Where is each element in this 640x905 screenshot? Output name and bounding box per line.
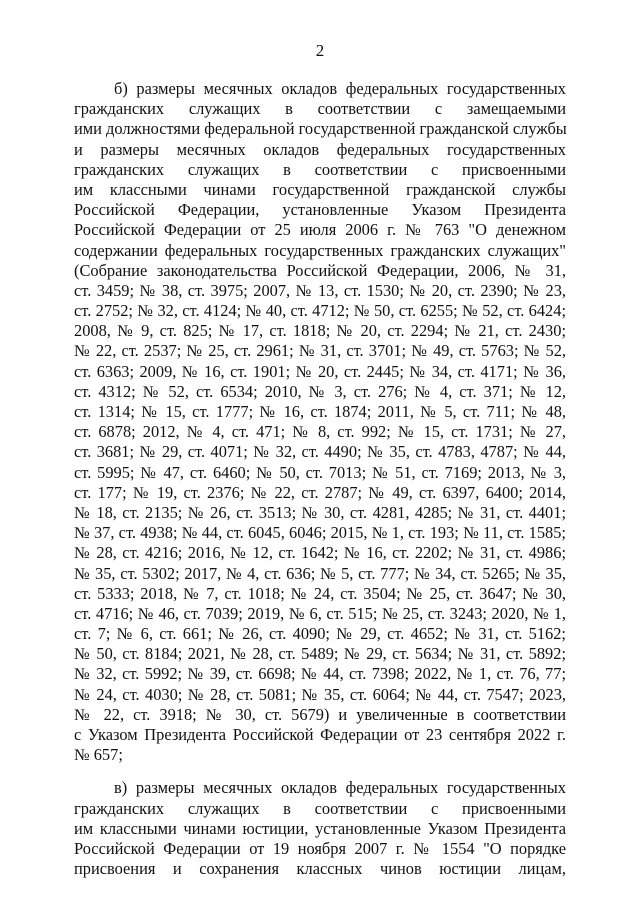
page-number: 2	[315, 41, 325, 60]
text-line: 2008, № 9, ст. 825; № 17, ст. 1818; № 20, ст. 2294; № 21, ст. 2430;	[74, 321, 566, 341]
text-line: и размеры месячных окладов федеральных государственных	[74, 139, 566, 159]
text-line: ими должностями федеральной государственной гражданской службы	[74, 119, 567, 139]
text-line: (Собрание законодательства Российской Федерации, 2006, № 31,	[74, 260, 566, 280]
text-line: им классными чинами юстиции, установленные Указом Президента	[74, 818, 566, 838]
text-line: № 24, ст. 4030; № 28, ст. 5081; № 35, ст. 6064; № 44, ст. 7547; 2023,	[74, 684, 566, 704]
text-line: Российской Федерации от 19 ноября 2007 г. № 1554 "О порядке	[74, 838, 566, 858]
text-line: гражданских служащих в соответствии с присвоенными	[74, 159, 566, 179]
text-line: ст. 177; № 19, ст. 2376; № 22, ст. 2787; № 49, ст. 6397, 6400; 2014,	[74, 482, 566, 502]
text-line: № 657;	[74, 745, 123, 765]
text-line: ст. 3681; № 29, ст. 4071; № 32, ст. 4490; № 35, ст. 4783, 4787; № 44,	[74, 442, 566, 462]
text-line: № 28, ст. 4216; 2016, № 12, ст. 1642; № 16, ст. 2202; № 31, ст. 4986;	[74, 543, 566, 563]
paragraph-gap	[74, 765, 566, 778]
text-line: № 50, ст. 8184; 2021, № 28, ст. 5489; № 29, ст. 5634; № 31, ст. 5892;	[74, 644, 566, 664]
text-line: в) размеры месячных окладов федеральных государственных	[114, 778, 566, 798]
paragraph-v	[74, 778, 566, 879]
text-line: № 18, ст. 2135; № 26, ст. 3513; № 30, ст. 4281, 4285; № 31, ст. 4401;	[74, 502, 566, 522]
text-line: Российской Федерации, установленные Указом Президента	[74, 200, 566, 220]
text-line: Российской Федерации от 25 июля 2006 г. № 763 "О денежном	[74, 220, 566, 240]
text-line: ст. 5333; 2018, № 7, ст. 1018; № 24, ст. 3504; № 25, ст. 3647; № 30,	[74, 583, 566, 603]
text-line: ст. 3459; № 38, ст. 3975; 2007, № 13, ст. 1530; № 20, ст. 2390; № 23,	[74, 280, 566, 300]
text-line: ст. 4716; № 46, ст. 7039; 2019, № 6, ст. 515; № 25, ст. 3243; 2020, № 1,	[74, 603, 566, 623]
text-line: № 22, ст. 3918; № 30, ст. 5679) и увеличенные в соответствии	[74, 704, 566, 724]
text-line: № 37, ст. 4938; № 44, ст. 6045, 6046; 2015, № 1, ст. 193; № 11, ст. 1585;	[74, 523, 566, 543]
text-line: гражданских служащих в соответствии с замещаемыми	[74, 99, 566, 119]
text-line: ст. 4312; № 52, ст. 6534; 2010, № 3, ст. 276; № 4, ст. 371; № 12,	[74, 381, 566, 401]
text-line: гражданских служащих в соответствии с присвоенными	[74, 798, 566, 818]
text-line: им классными чинами государственной гражданской службы	[74, 179, 566, 199]
document-body	[74, 79, 566, 879]
text-line: № 22, ст. 2537; № 25, ст. 2961; № 31, ст. 3701; № 49, ст. 5763; № 52,	[74, 341, 566, 361]
text-line: ст. 1314; № 15, ст. 1777; № 16, ст. 1874; 2011, № 5, ст. 711; № 48,	[74, 402, 566, 421]
text-line: ст. 2752; № 32, ст. 4124; № 40, ст. 4712; № 50, ст. 6255; № 52, ст. 6424;	[74, 301, 566, 321]
text-line: присвоения и сохранения классных чинов юстиции лицам,	[74, 859, 566, 879]
text-line: № 32, ст. 5992; № 39, ст. 6698; № 44, ст. 7398; 2022, № 1, ст. 76, 77;	[74, 664, 566, 684]
text-line: б) размеры месячных окладов федеральных государственных	[114, 79, 566, 98]
text-line: с Указом Президента Российской Федерации от 23 сентября 2022 г.	[74, 725, 566, 744]
text-line: № 35, ст. 5302; 2017, № 4, ст. 636; № 5, ст. 777; № 34, ст. 5265; № 35,	[74, 563, 566, 583]
text-line: ст. 6878; 2012, № 4, ст. 471; № 8, ст. 992; № 15, ст. 1731; № 27,	[74, 422, 566, 442]
text-line: ст. 7; № 6, ст. 661; № 26, ст. 4090; № 29, ст. 4652; № 31, ст. 5162;	[74, 624, 566, 644]
text-line: ст. 5995; № 47, ст. 6460; № 50, ст. 7013; № 51, ст. 7169; 2013, № 3,	[74, 462, 566, 482]
text-line: содержании федеральных государственных гражданских служащих"	[74, 240, 566, 260]
text-line: ст. 6363; 2009, № 16, ст. 1901; № 20, ст. 2445; № 34, ст. 4171; № 36,	[74, 361, 566, 381]
paragraph-b	[74, 79, 566, 765]
